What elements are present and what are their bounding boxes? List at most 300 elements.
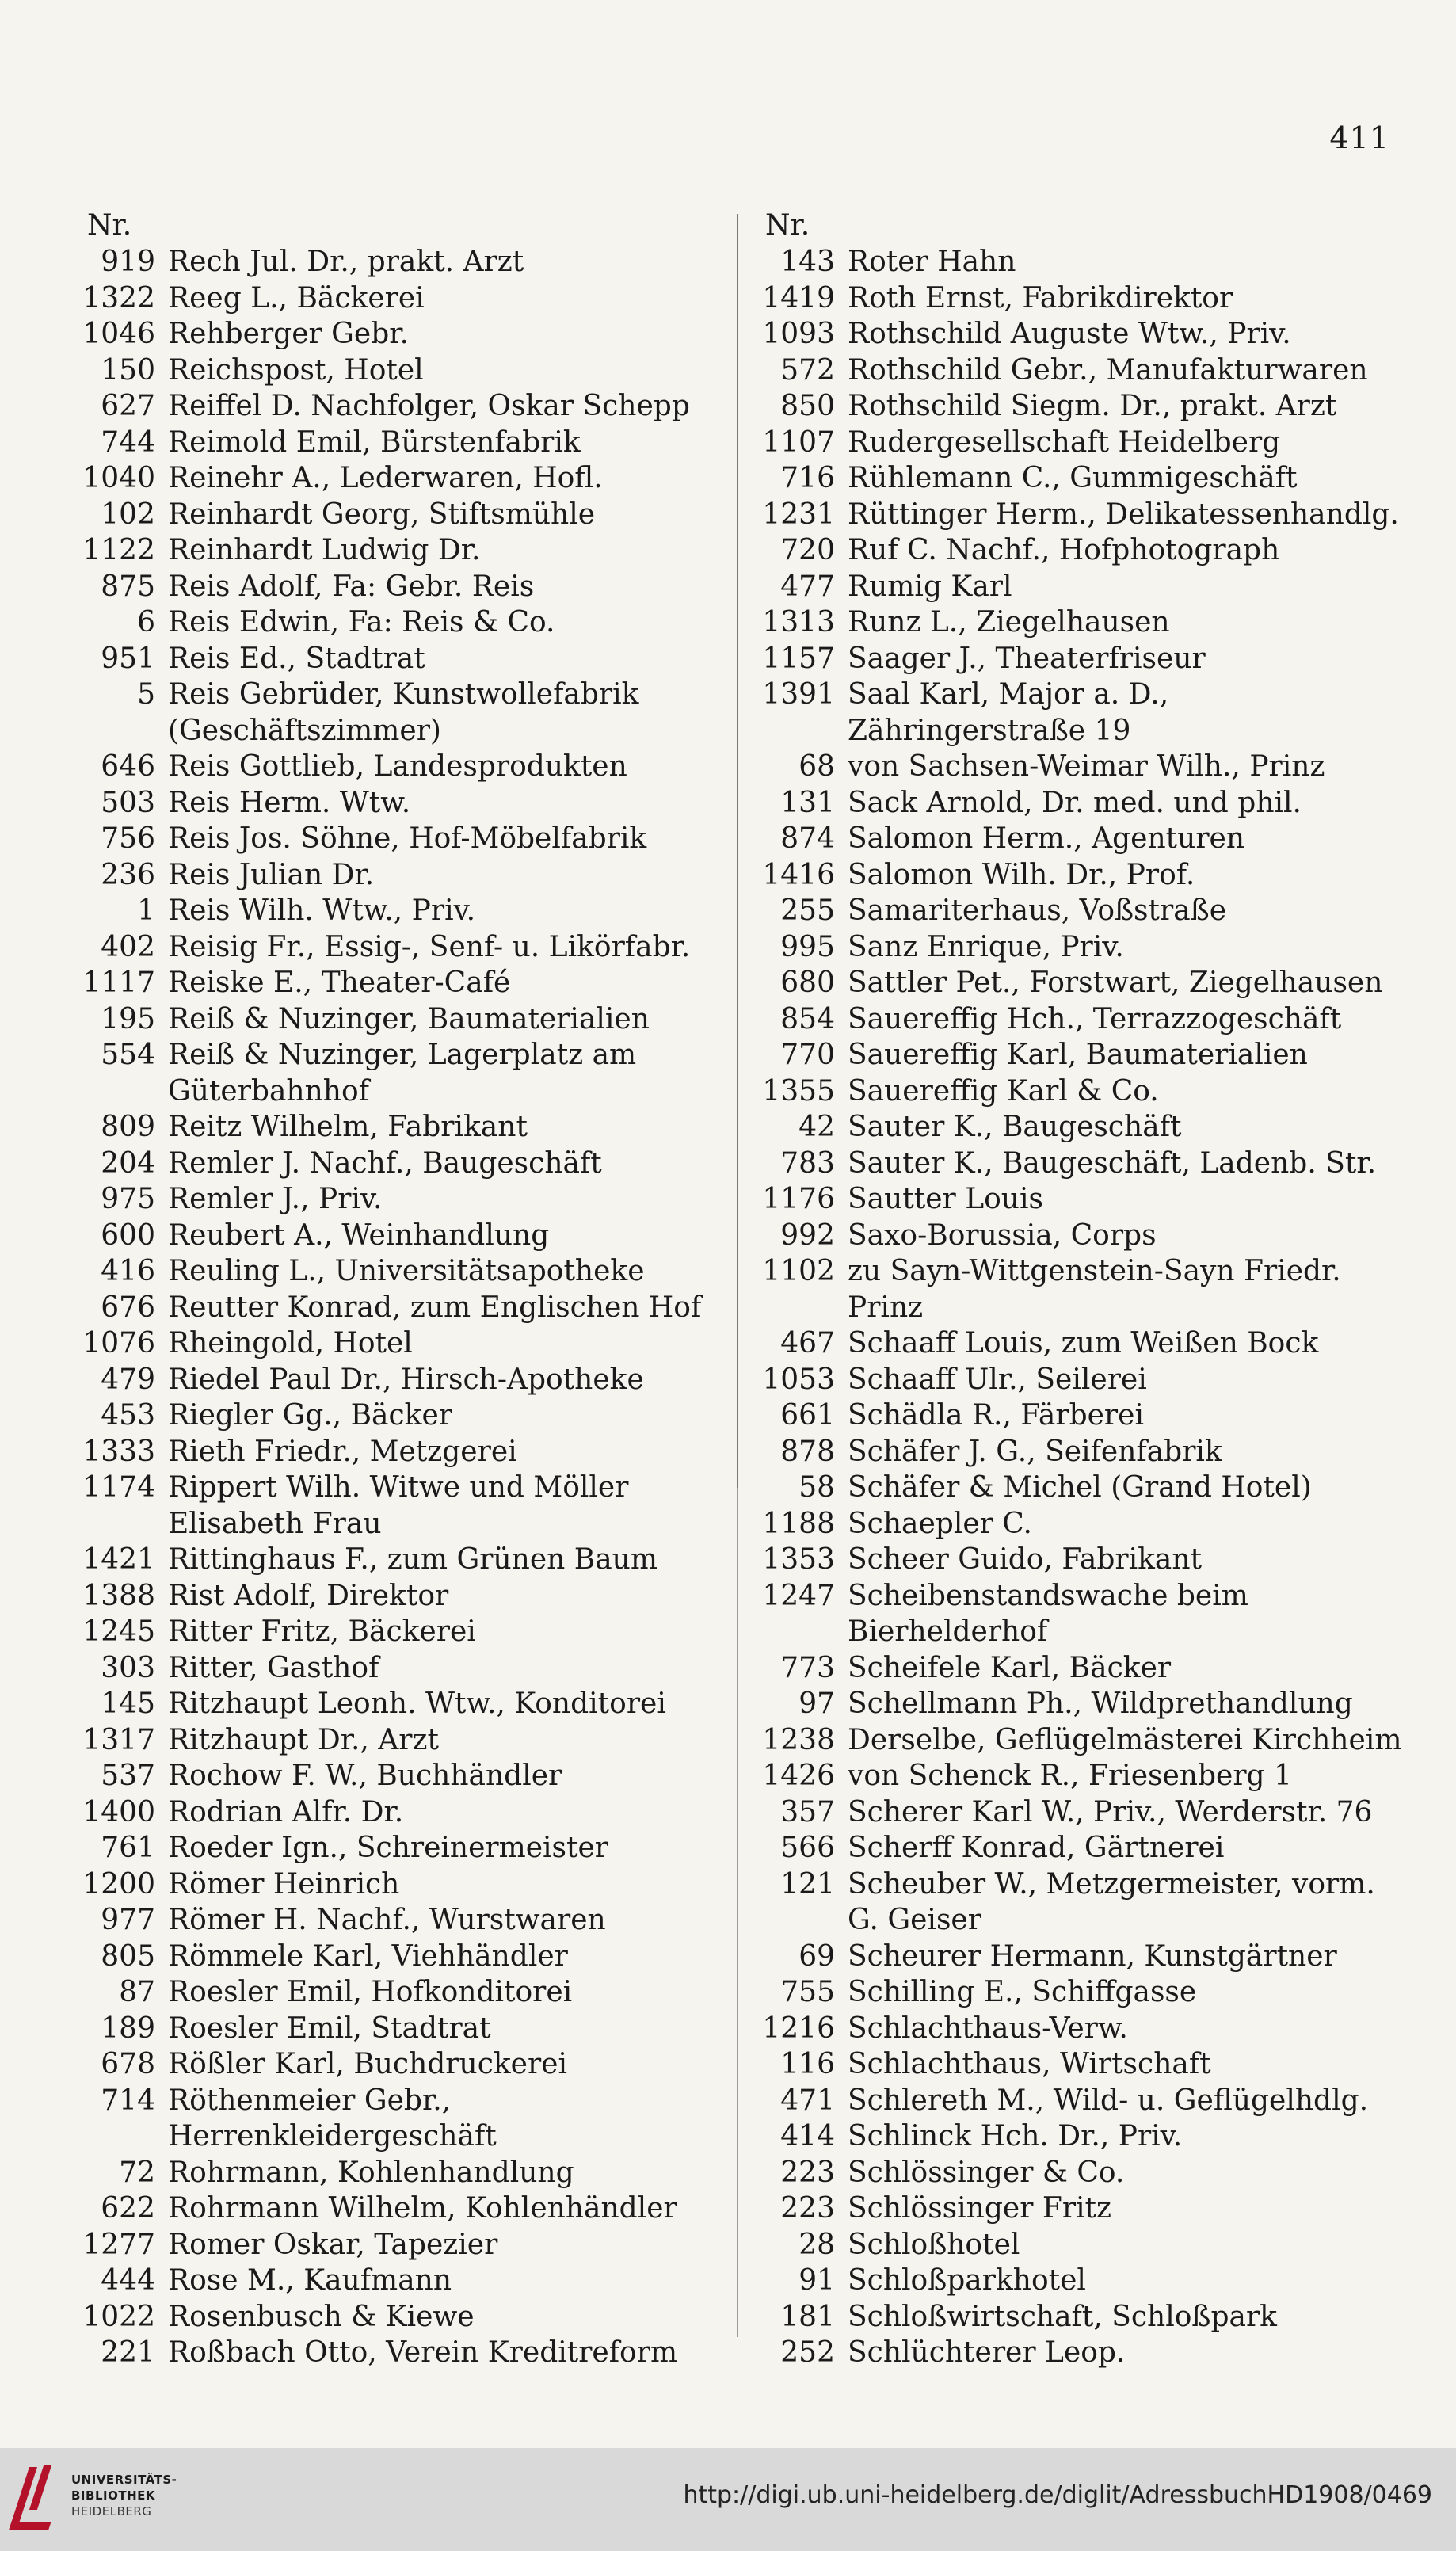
directory-entry <box>753 1434 1410 1470</box>
directory-entry <box>753 1146 1410 1182</box>
directory-entry <box>753 1253 1410 1325</box>
entry-number: 875 <box>101 570 155 603</box>
directory-entry <box>48 280 737 317</box>
entry-text: Saal Karl, Major a. D., Zähringerstraße 19 <box>848 678 1169 747</box>
directory-entry <box>48 1253 737 1290</box>
entry-text: Riedel Paul Dr., Hirsch-Apotheke <box>168 1363 644 1396</box>
entry-text: Roter Hahn <box>848 246 1016 278</box>
directory-entry <box>48 641 737 677</box>
entry-number: 783 <box>780 1146 835 1180</box>
entry-text: Reimold Emil, Bürstenfabrik <box>168 425 581 459</box>
entry-text: Sanz Enrique, Priv. <box>848 930 1124 963</box>
entry-text: Reutter Konrad, zum Englischen Hof <box>168 1291 702 1324</box>
entry-text: Rose M., Kaufmann <box>168 2264 452 2297</box>
entry-number: 661 <box>780 1399 835 1432</box>
directory-entry <box>753 1578 1410 1650</box>
column-header-left: Nr. <box>87 209 132 242</box>
entry-text: Rippert Wilh. Witwe und Möller Elisabeth Frau <box>168 1471 629 1540</box>
entry-number: 414 <box>780 2120 835 2153</box>
directory-entry <box>48 1362 737 1398</box>
entry-text: Salomon Wilh. Dr., Prof. <box>848 858 1195 891</box>
directory-entry <box>753 1542 1410 1578</box>
entry-text: Remler J., Priv. <box>168 1183 383 1215</box>
directory-entry <box>753 1830 1410 1867</box>
directory-entry <box>753 2227 1410 2263</box>
entry-number: 97 <box>799 1687 835 1720</box>
directory-entry <box>753 1037 1410 1073</box>
directory-entry <box>48 749 737 785</box>
directory-entry <box>48 677 737 749</box>
entry-number: 1157 <box>762 642 835 675</box>
entry-text: Ritter Fritz, Bäckerei <box>168 1615 476 1648</box>
entry-number: 1022 <box>82 2300 155 2333</box>
directory-entry <box>48 2191 737 2227</box>
entry-number: 42 <box>799 1111 835 1143</box>
directory-entry <box>48 1398 737 1434</box>
entry-number: 145 <box>101 1687 155 1720</box>
entry-number: 566 <box>780 1832 835 1864</box>
entry-number: 1102 <box>762 1255 835 1287</box>
directory-entry <box>753 353 1410 389</box>
entry-number: 479 <box>101 1363 155 1396</box>
entry-text: Reis Adolf, Fa: Gebr. Reis <box>168 570 535 603</box>
entry-number: 756 <box>101 822 155 855</box>
library-logo[interactable] <box>14 2459 177 2532</box>
entry-text: Römer H. Nachf., Wurstwaren <box>168 1904 606 1936</box>
entry-number: 1117 <box>82 967 155 999</box>
entry-number: 1416 <box>762 858 835 891</box>
entry-number: 805 <box>101 1939 155 1973</box>
directory-entry <box>48 604 737 641</box>
directory-entry <box>753 1218 1410 1254</box>
entry-text: Rittinghaus F., zum Grünen Baum <box>168 1543 657 1576</box>
directory-entry <box>753 1001 1410 1038</box>
left-entries <box>48 244 737 2371</box>
entry-number: 357 <box>780 1795 835 1828</box>
directory-entry <box>48 821 737 857</box>
entry-text: Reuling L., Universitätsapotheke <box>168 1255 645 1287</box>
directory-entry <box>48 1686 737 1722</box>
entry-text: Rothschild Auguste Wtw., Priv. <box>848 318 1291 350</box>
directory-entry <box>48 569 737 605</box>
directory-entry <box>753 2083 1410 2119</box>
entry-number: 1 <box>137 894 155 927</box>
entry-text: Scheuber W., Metzgermeister, vorm. G. Geiser <box>848 1867 1375 1936</box>
entry-number: 1188 <box>762 1507 835 1540</box>
directory-entry <box>48 244 737 280</box>
entry-number: 467 <box>780 1327 835 1359</box>
directory-entry <box>48 1109 737 1146</box>
entry-number: 770 <box>780 1039 835 1071</box>
entry-number: 1238 <box>762 1723 835 1756</box>
directory-entry <box>753 1506 1410 1542</box>
entry-text: Rist Adolf, Direktor <box>168 1579 449 1612</box>
directory-entry <box>753 569 1410 605</box>
entry-number: 874 <box>780 822 835 855</box>
entry-number: 1333 <box>82 1435 155 1468</box>
entry-text: Römer Heinrich <box>168 1867 400 1901</box>
entry-number: 1046 <box>82 318 155 350</box>
entry-number: 554 <box>101 1039 155 1071</box>
entry-number: 1388 <box>82 1579 155 1612</box>
entry-text: Sauereffig Hch., Terrazzogeschäft <box>848 1002 1342 1035</box>
entry-text: Remler J. Nachf., Baugeschäft <box>168 1146 602 1180</box>
entry-text: Sattler Pet., Forstwart, Ziegelhausen <box>848 967 1383 999</box>
directory-entry <box>753 2299 1410 2336</box>
entry-text: Samariterhaus, Voßstraße <box>848 894 1227 927</box>
entry-text: Scherff Konrad, Gärtnerei <box>848 1832 1225 1864</box>
entry-number: 303 <box>101 1651 155 1684</box>
directory-entry <box>48 353 737 389</box>
entry-number: 1400 <box>82 1795 155 1828</box>
directory-entry <box>753 2335 1410 2371</box>
right-column <box>753 208 1410 2371</box>
entry-number: 1419 <box>762 281 835 315</box>
entry-number: 58 <box>799 1471 835 1504</box>
entry-text: Reubert A., Weinhandlung <box>168 1218 550 1252</box>
entry-text: von Sachsen-Weimar Wilh., Prinz <box>848 750 1325 783</box>
entry-text: Röthenmeier Gebr., Herrenkleidergeschäft <box>168 2084 497 2153</box>
directory-entry <box>753 316 1410 353</box>
entry-number: 236 <box>101 858 155 891</box>
entry-number: 878 <box>780 1435 835 1468</box>
entry-text: Rumig Karl <box>848 570 1012 603</box>
entry-number: 977 <box>101 1904 155 1936</box>
entry-text: Schaaff Louis, zum Weißen Bock <box>848 1327 1319 1359</box>
entry-text: Sautter Louis <box>848 1183 1043 1215</box>
entry-text: Schlachthaus, Wirtschaft <box>848 2048 1211 2080</box>
entry-text: Schädla R., Färberei <box>848 1399 1144 1432</box>
entry-text: Scherer Karl W., Priv., Werderstr. 76 <box>848 1795 1373 1828</box>
entry-text: Rothschild Gebr., Manufakturwaren <box>848 353 1368 387</box>
directory-entry <box>753 604 1410 641</box>
entry-number: 680 <box>780 967 835 999</box>
entry-number: 744 <box>101 425 155 459</box>
directory-entry <box>753 497 1410 533</box>
entry-number: 102 <box>101 498 155 531</box>
entry-text: Reiske E., Theater-Café <box>168 967 511 999</box>
entry-number: 1277 <box>82 2228 155 2261</box>
directory-entry <box>48 1290 737 1326</box>
entry-text: Reis Herm. Wtw. <box>168 786 411 819</box>
directory-entry <box>48 929 737 966</box>
entry-text: Reis Ed., Stadtrat <box>168 642 425 675</box>
entry-text: Reinhardt Ludwig Dr. <box>168 534 481 566</box>
directory-entry <box>753 1398 1410 1434</box>
entry-number: 1426 <box>762 1760 835 1792</box>
left-column <box>48 208 737 2371</box>
directory-entry <box>753 1974 1410 2011</box>
entry-number: 6 <box>137 606 155 639</box>
entry-text: Derselbe, Geflügelmästerei Kirchheim <box>848 1723 1402 1756</box>
directory-entry <box>753 2191 1410 2227</box>
directory-entry <box>753 785 1410 822</box>
entry-text: Reinehr A., Lederwaren, Hofl. <box>168 462 603 494</box>
entry-text: Schaaff Ulr., Seilerei <box>848 1363 1147 1396</box>
entry-text: Rößler Karl, Buchdruckerei <box>168 2048 567 2080</box>
entry-text: Sack Arnold, Dr. med. und phil. <box>848 786 1302 819</box>
entry-text: Schlössinger & Co. <box>848 2156 1125 2189</box>
directory-entry <box>48 1902 737 1939</box>
entry-number: 416 <box>101 1255 155 1287</box>
directory-entry <box>48 2335 737 2371</box>
directory-entry <box>48 497 737 533</box>
entry-number: 714 <box>101 2084 155 2117</box>
source-url-link[interactable]: http://digi.ub.uni-heidelberg.de/diglit/AdressbuchHD1908/0469 <box>683 2481 1432 2509</box>
entry-text: Reis Gebrüder, Kunstwollefabrik (Geschäftszimmer) <box>168 678 639 747</box>
entry-number: 622 <box>101 2192 155 2225</box>
entry-number: 252 <box>780 2336 835 2369</box>
entry-text: Rehberger Gebr. <box>168 318 409 350</box>
entry-number: 676 <box>101 1291 155 1324</box>
directory-entry <box>753 1325 1410 1362</box>
directory-entry <box>48 1037 737 1109</box>
entry-text: Rosenbusch & Kiewe <box>168 2300 475 2333</box>
entry-number: 850 <box>780 390 835 422</box>
entry-number: 453 <box>101 1399 155 1432</box>
entry-text: Roesler Emil, Hofkonditorei <box>168 1976 573 2008</box>
directory-entry <box>48 1325 737 1362</box>
entry-number: 143 <box>780 246 835 278</box>
entry-number: 69 <box>799 1939 835 1973</box>
directory-entry <box>48 316 737 353</box>
entry-number: 919 <box>101 246 155 278</box>
entry-number: 223 <box>780 2192 835 2225</box>
entry-text: Schlinck Hch. Dr., Priv. <box>848 2120 1183 2153</box>
directory-entry <box>48 388 737 425</box>
entry-text: Scheibenstandswache beim Bierhelderhof <box>848 1579 1248 1648</box>
directory-entry <box>753 425 1410 461</box>
entry-text: Rothschild Siegm. Dr., prakt. Arzt <box>848 390 1337 422</box>
entry-number: 1040 <box>82 462 155 494</box>
entry-text: Rudergesellschaft Heidelberg <box>848 425 1281 459</box>
entry-number: 1421 <box>82 1543 155 1576</box>
entry-number: 1093 <box>762 318 835 350</box>
entry-text: Ritzhaupt Leonh. Wtw., Konditorei <box>168 1687 666 1720</box>
entry-text: Salomon Herm., Agenturen <box>848 822 1245 855</box>
directory-entry <box>753 1181 1410 1218</box>
directory-entry <box>753 1362 1410 1398</box>
directory-entry <box>48 1794 737 1831</box>
entry-text: Schloßwirtschaft, Schloßpark <box>848 2300 1277 2333</box>
entry-number: 1322 <box>82 281 155 315</box>
entry-text: Reis Gottlieb, Landesprodukten <box>168 750 627 783</box>
directory-entry <box>48 460 737 497</box>
entry-number: 809 <box>101 1111 155 1143</box>
directory-entry <box>48 1218 737 1254</box>
viewer-footer <box>0 2448 1456 2551</box>
entry-number: 72 <box>119 2156 155 2189</box>
entry-number: 402 <box>101 930 155 963</box>
directory-entry <box>753 1939 1410 1975</box>
entry-number: 1053 <box>762 1363 835 1396</box>
directory-entry <box>753 1109 1410 1146</box>
entry-text: Schäfer & Michel (Grand Hotel) <box>848 1471 1312 1504</box>
entry-text: Scheurer Hermann, Kunstgärtner <box>848 1939 1337 1973</box>
right-entries <box>753 244 1410 2371</box>
entry-text: Ritzhaupt Dr., Arzt <box>168 1723 439 1756</box>
entry-number: 68 <box>799 750 835 783</box>
directory-entry <box>753 244 1410 280</box>
entry-text: Reiß & Nuzinger, Baumaterialien <box>168 1002 650 1035</box>
directory-entry <box>48 2083 737 2155</box>
directory-entry <box>48 1974 737 2011</box>
directory-entry <box>753 2011 1410 2047</box>
entry-number: 5 <box>137 678 155 711</box>
entry-text: Reis Jos. Söhne, Hof-Möbelfabrik <box>168 822 647 855</box>
entry-text: Schlachthaus-Verw. <box>848 2011 1128 2045</box>
entry-text: Ruf C. Nachf., Hofphotograph <box>848 534 1280 566</box>
directory-entry <box>753 857 1410 894</box>
page-number: 411 <box>1329 120 1389 155</box>
library-logo-text: UNIVERSITÄTS- BIBLIOTHEK HEIDELBERG <box>71 2473 177 2519</box>
entry-number: 477 <box>780 570 835 603</box>
entry-text: Schäfer J. G., Seifenfabrik <box>848 1435 1222 1468</box>
directory-entry <box>48 425 737 461</box>
directory-entry <box>48 965 737 1001</box>
entry-number: 1317 <box>82 1723 155 1756</box>
directory-entry <box>48 893 737 929</box>
directory-entry <box>753 2118 1410 2155</box>
directory-entry <box>48 857 737 894</box>
entry-text: Romer Oskar, Tapezier <box>168 2228 498 2261</box>
directory-entry <box>48 1181 737 1218</box>
directory-entry <box>48 1434 737 1470</box>
entry-number: 720 <box>780 534 835 566</box>
entry-text: Schellmann Ph., Wildprethandlung <box>848 1687 1353 1720</box>
entry-number: 255 <box>780 894 835 927</box>
directory-entry <box>753 2263 1410 2299</box>
entry-text: Rohrmann Wilhelm, Kohlenhändler <box>168 2192 677 2225</box>
entry-text: Reeg L., Bäckerei <box>168 281 425 315</box>
entry-number: 131 <box>780 786 835 819</box>
directory-entry <box>48 1867 737 1903</box>
directory-entry <box>753 1794 1410 1831</box>
column-divider <box>737 214 738 2337</box>
directory-entry <box>48 2227 737 2263</box>
entry-number: 204 <box>101 1146 155 1180</box>
directory-entry <box>48 2011 737 2047</box>
entry-text: Schlereth M., Wild- u. Geflügelhdlg. <box>848 2084 1369 2117</box>
directory-entry <box>753 1867 1410 1939</box>
entry-number: 537 <box>101 1760 155 1792</box>
entry-text: Römmele Karl, Viehhändler <box>168 1939 568 1973</box>
directory-entry <box>753 280 1410 317</box>
entry-text: Schloßparkhotel <box>848 2264 1086 2297</box>
directory-entry <box>753 677 1410 749</box>
entry-text: Rheingold, Hotel <box>168 1327 413 1359</box>
entry-number: 150 <box>101 353 155 387</box>
entry-text: Roth Ernst, Fabrikdirektor <box>848 281 1233 315</box>
entry-text: Reichspost, Hotel <box>168 353 424 387</box>
entry-text: Schloßhotel <box>848 2228 1020 2261</box>
directory-entry <box>753 1073 1410 1110</box>
entry-number: 716 <box>780 462 835 494</box>
entry-number: 221 <box>101 2336 155 2369</box>
directory-entry <box>48 1614 737 1650</box>
entry-text: Ritter, Gasthof <box>168 1651 379 1684</box>
directory-entry <box>753 1686 1410 1722</box>
entry-number: 1247 <box>762 1579 835 1612</box>
entry-number: 678 <box>101 2048 155 2080</box>
entry-number: 995 <box>780 930 835 963</box>
entry-text: Reinhardt Georg, Stiftsmühle <box>168 498 596 531</box>
entry-number: 755 <box>780 1976 835 2008</box>
entry-number: 121 <box>780 1867 835 1901</box>
directory-entry <box>753 388 1410 425</box>
entry-text: Rohrmann, Kohlenhandlung <box>168 2156 574 2189</box>
directory-entry <box>753 1722 1410 1759</box>
entry-text: Sauter K., Baugeschäft, Ladenb. Str. <box>848 1146 1377 1180</box>
entry-text: Reis Julian Dr. <box>168 858 375 891</box>
entry-text: Sauter K., Baugeschäft <box>848 1111 1182 1143</box>
entry-number: 503 <box>101 786 155 819</box>
entry-text: Reis Wilh. Wtw., Priv. <box>168 894 476 927</box>
entry-number: 195 <box>101 1002 155 1035</box>
entry-number: 1355 <box>762 1074 835 1108</box>
entry-text: Rieth Friedr., Metzgerei <box>168 1435 517 1468</box>
entry-text: Roesler Emil, Stadtrat <box>168 2011 491 2045</box>
entry-number: 646 <box>101 750 155 783</box>
directory-entry <box>48 1542 737 1578</box>
entry-text: von Schenck R., Friesenberg 1 <box>848 1760 1292 1792</box>
directory-entry <box>48 1470 737 1542</box>
directory-entry <box>48 1758 737 1794</box>
entry-number: 1245 <box>82 1615 155 1648</box>
entry-number: 600 <box>101 1218 155 1252</box>
entry-text: Saxo-Borussia, Corps <box>848 1218 1157 1252</box>
entry-text: Schlössinger Fritz <box>848 2192 1111 2225</box>
entry-text: Sauereffig Karl, Baumaterialien <box>848 1039 1308 1071</box>
entry-text: Roßbach Otto, Verein Kreditreform <box>168 2336 678 2369</box>
directory-entry <box>48 1001 737 1038</box>
entry-number: 87 <box>119 1976 155 2008</box>
directory-entry <box>753 1650 1410 1687</box>
entry-text: Sauereffig Karl & Co. <box>848 1074 1159 1108</box>
entry-number: 627 <box>101 390 155 422</box>
entry-text: Riegler Gg., Bäcker <box>168 1399 452 1432</box>
directory-entry <box>48 2155 737 2191</box>
directory-entry <box>753 965 1410 1001</box>
directory-entry <box>48 2299 737 2336</box>
directory-entry <box>753 929 1410 966</box>
entry-number: 471 <box>780 2084 835 2117</box>
entry-text: Reiß & Nuzinger, Lagerplatz am Güterbahnhof <box>168 1039 637 1108</box>
entry-number: 1353 <box>762 1543 835 1576</box>
entry-number: 223 <box>780 2156 835 2189</box>
directory-entry <box>48 2046 737 2083</box>
entry-text: Scheer Guido, Fabrikant <box>848 1543 1203 1576</box>
directory-entry <box>48 1146 737 1182</box>
entry-text: Rüttinger Herm., Delikatessenhandlg. <box>848 498 1399 531</box>
entry-number: 28 <box>799 2228 835 2261</box>
entry-number: 975 <box>101 1183 155 1215</box>
entry-number: 992 <box>780 1218 835 1252</box>
entry-number: 773 <box>780 1651 835 1684</box>
directory-entry <box>753 749 1410 785</box>
entry-text: Rühlemann C., Gummigeschäft <box>848 462 1298 494</box>
column-header-right: Nr. <box>765 209 810 242</box>
entry-text: Rodrian Alfr. Dr. <box>168 1795 404 1828</box>
directory-entry <box>753 893 1410 929</box>
entry-text: Schaepler C. <box>848 1507 1032 1540</box>
entry-number: 1122 <box>82 534 155 566</box>
directory-entry <box>753 821 1410 857</box>
entry-number: 1174 <box>82 1471 155 1504</box>
directory-entry <box>48 1939 737 1975</box>
entry-text: Schilling E., Schiffgasse <box>848 1976 1197 2008</box>
entry-number: 1176 <box>762 1183 835 1215</box>
